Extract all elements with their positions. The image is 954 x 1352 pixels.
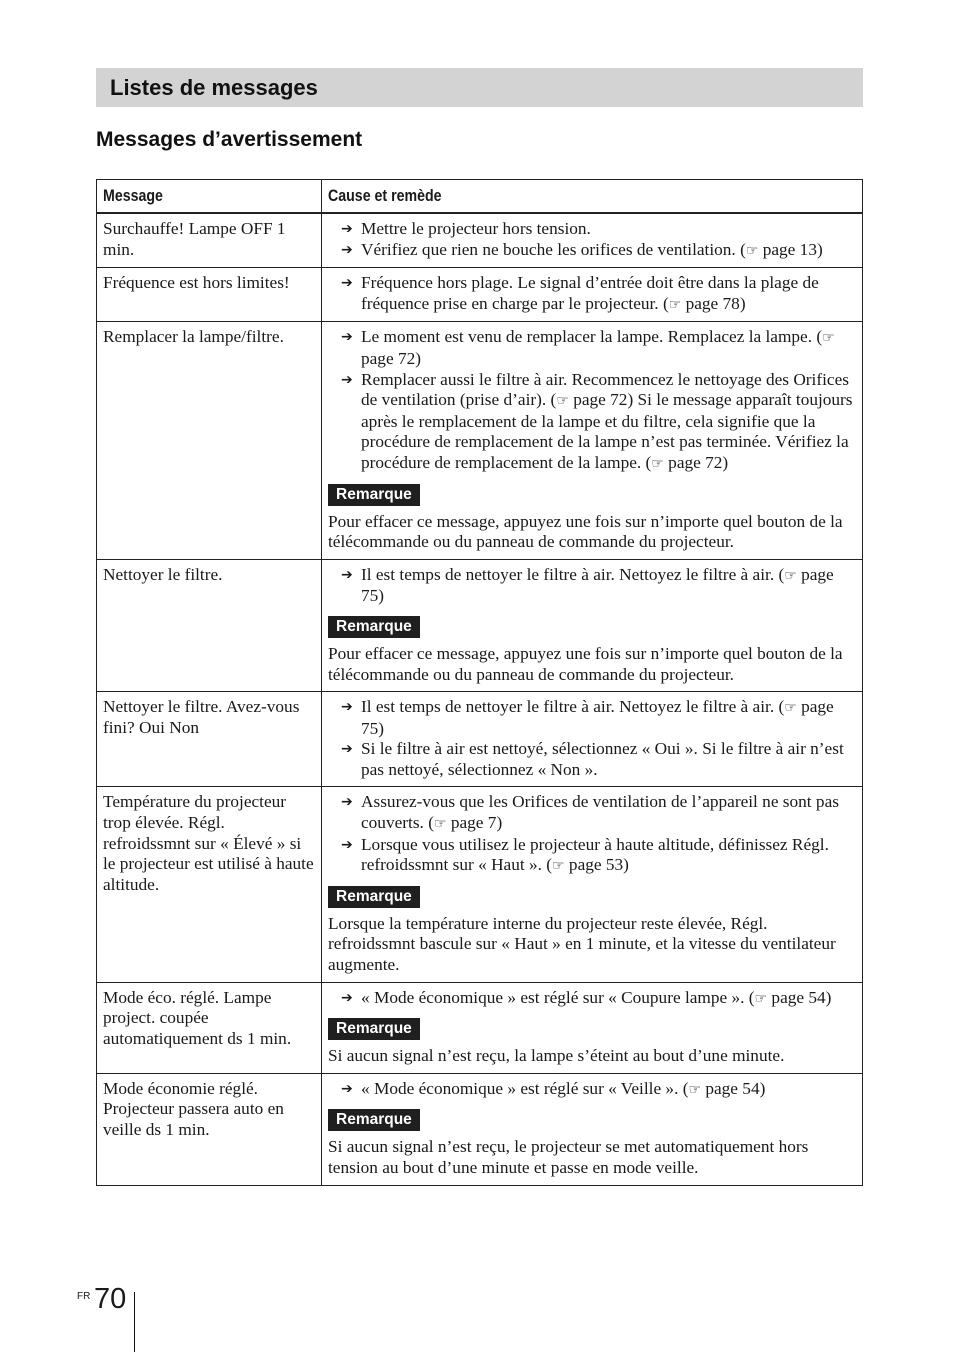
note-text: Pour effacer ce message, appuyez une fois sur n’importe quel bouton de la télécommande ou du panneau de commande du projecteur. bbox=[328, 511, 843, 552]
remedy-item bbox=[328, 565, 856, 607]
remedy-text: Mettre le projecteur hors tension. bbox=[361, 219, 591, 238]
remedy-item bbox=[328, 219, 856, 240]
remedy-list bbox=[328, 219, 856, 261]
page-ref-text: page 78 bbox=[685, 293, 740, 313]
cause-cell bbox=[322, 559, 863, 691]
pointing-hand-icon: ☞ bbox=[688, 1081, 702, 1098]
page-ref-text: page 13 bbox=[762, 239, 817, 259]
cause-cell bbox=[322, 213, 863, 268]
table-header-row bbox=[97, 180, 863, 214]
remedy-text: Il est temps de nettoyer le filtre à air. Nettoyez le filtre à air. bbox=[361, 697, 775, 717]
remedy-text: Assurez-vous que les Orifices de ventilation de l’appareil ne sont pas couverts. bbox=[361, 792, 839, 833]
table-row bbox=[97, 322, 863, 559]
remedy-text: Vérifiez que rien ne bouche les orifices de ventilation. bbox=[361, 239, 736, 259]
remedy-extra-text: Si le message apparaît toujours après le remplacement de la lampe et du filtre, cela signifie que la procédure de remplacement de la lampe n’est pas terminée. Vérifiez la procédure de remplacement de la lampe. bbox=[361, 390, 853, 472]
page-ref-text: page 54 bbox=[705, 1078, 760, 1098]
arrow-right-icon: ➔ bbox=[341, 221, 353, 237]
message-cell: Remplacer la lampe/filtre. bbox=[97, 322, 322, 559]
arrow-right-icon: ➔ bbox=[341, 1080, 353, 1097]
pointing-hand-icon: ☞ bbox=[822, 330, 835, 347]
page-ref-text: page 72 bbox=[361, 348, 416, 368]
arrow-right-icon: ➔ bbox=[341, 241, 353, 258]
remedy-item bbox=[328, 988, 856, 1010]
pointing-hand-icon: ☞ bbox=[754, 990, 768, 1007]
arrow-right-icon: ➔ bbox=[341, 794, 353, 811]
page-ref-text: page 54 bbox=[771, 987, 826, 1007]
message-cell: Mode éco. réglé. Lampe project. coupée automatiquement ds 1 min. bbox=[97, 982, 322, 1073]
arrow-right-icon: ➔ bbox=[341, 329, 353, 346]
remedy-item bbox=[328, 697, 856, 739]
cause-cell bbox=[322, 787, 863, 982]
remedy-item bbox=[328, 739, 856, 780]
message-cell: Surchauffe! Lampe OFF 1 min. bbox=[97, 213, 322, 268]
remedy-item bbox=[328, 240, 856, 262]
warning-messages-table bbox=[96, 179, 863, 1186]
page-ref-text: page 72 bbox=[573, 390, 628, 410]
page-ref-text: page 75 bbox=[361, 697, 834, 738]
remedy-item bbox=[328, 835, 856, 877]
cause-cell bbox=[322, 322, 863, 559]
note-text: Si aucun signal n’est reçu, le projecteur se met automatiquement hors tension au bout d’une minute et passe en mode veille. bbox=[328, 1137, 809, 1177]
page-ref-text: page 72 bbox=[668, 452, 723, 472]
remedy-list bbox=[328, 565, 856, 607]
header-message: Message bbox=[97, 180, 322, 214]
note-text: Si aucun signal n’est reçu, la lampe s’éteint au bout d’une minute. bbox=[328, 1046, 785, 1066]
message-cell: Mode économie réglé. Projecteur passera auto en veille ds 1 min. bbox=[97, 1073, 322, 1185]
page-reference: (☞ page 75) bbox=[361, 697, 834, 738]
language-code: FR bbox=[77, 1291, 91, 1302]
page-reference: (☞ page 72) bbox=[641, 452, 729, 472]
arrow-right-icon: ➔ bbox=[341, 371, 353, 388]
remedy-list bbox=[328, 1079, 856, 1101]
pointing-hand-icon: ☞ bbox=[668, 296, 682, 313]
remedy-item bbox=[328, 792, 856, 834]
page-reference: (☞ page 53) bbox=[541, 855, 629, 875]
remedy-item bbox=[328, 273, 856, 315]
arrow-right-icon: ➔ bbox=[341, 566, 353, 583]
page-reference: (☞ page 7) bbox=[423, 813, 503, 833]
message-cell: Nettoyer le filtre. bbox=[97, 559, 322, 691]
remedy-text: Fréquence hors plage. Le signal d’entrée doit être dans la plage de fréquence prise en charge par le projecteur. bbox=[361, 273, 819, 313]
note-label: Remarque bbox=[328, 484, 420, 506]
remedy-text: Il est temps de nettoyer le filtre à air. Nettoyez le filtre à air. bbox=[361, 564, 775, 584]
arrow-right-icon: ➔ bbox=[341, 275, 353, 292]
table-row bbox=[97, 692, 863, 787]
remedy-text: « Mode économique » est réglé sur « Veille ». bbox=[361, 1078, 679, 1098]
note-label: Remarque bbox=[328, 616, 420, 638]
remedy-text: Remplacer aussi le filtre à air. Recommencez le nettoyage des Orifices de ventilation (prise d’air). bbox=[361, 369, 849, 410]
pointing-hand-icon: ☞ bbox=[651, 455, 664, 472]
page-number: 70 bbox=[94, 1283, 127, 1315]
note-label: Remarque bbox=[328, 1109, 420, 1131]
remedy-text: « Mode économique » est réglé sur « Coupure lampe ». bbox=[361, 987, 745, 1007]
table-row bbox=[97, 559, 863, 691]
remedy-item bbox=[328, 1079, 856, 1101]
cause-cell bbox=[322, 982, 863, 1073]
table-row bbox=[97, 1073, 863, 1185]
message-cell: Température du projecteur trop élevée. Régl. refroidssmnt sur « Élevé » si le projecteur est utilisé à haute altitude. bbox=[97, 787, 322, 982]
message-cell: Fréquence est hors limites! bbox=[97, 268, 322, 322]
page-ref-text: page 7 bbox=[450, 813, 497, 833]
note-text: Lorsque la température interne du projecteur reste élevée, Régl. refroidssmnt bascule sur « Haut » en 1 minute, et la vitesse du ventilateur augmente. bbox=[328, 913, 836, 975]
note-label: Remarque bbox=[328, 886, 420, 908]
pointing-hand-icon: ☞ bbox=[784, 700, 797, 717]
pointing-hand-icon: ☞ bbox=[745, 242, 759, 259]
remedy-list bbox=[328, 697, 856, 780]
remedy-text: Si le filtre à air est nettoyé, sélectionnez « Oui ». Si le filtre à air n’est pas nettoyé, sélectionnez « Non ». bbox=[361, 739, 844, 779]
page-subtitle: Messages d’avertissement bbox=[96, 128, 363, 151]
footer-divider bbox=[134, 1292, 135, 1352]
cause-cell bbox=[322, 1073, 863, 1185]
remedy-list bbox=[328, 327, 856, 474]
page-reference: (☞ page 54) bbox=[744, 987, 832, 1007]
remedy-list bbox=[328, 792, 856, 876]
pointing-hand-icon: ☞ bbox=[552, 858, 565, 875]
remedy-list bbox=[328, 988, 856, 1010]
cause-cell bbox=[322, 692, 863, 787]
table-row bbox=[97, 982, 863, 1073]
note-text: Pour effacer ce message, appuyez une fois sur n’importe quel bouton de la télécommande ou du panneau de commande du projecteur. bbox=[328, 643, 843, 684]
note-label: Remarque bbox=[328, 1018, 420, 1040]
page-ref-text: page 75 bbox=[361, 564, 834, 606]
pointing-hand-icon: ☞ bbox=[784, 567, 797, 584]
section-title: Listes de messages bbox=[96, 68, 863, 107]
cause-cell bbox=[322, 268, 863, 322]
arrow-right-icon: ➔ bbox=[341, 741, 353, 758]
remedy-text: Le moment est venu de remplacer la lampe. Remplacez la lampe. bbox=[361, 327, 813, 347]
table-row bbox=[97, 268, 863, 322]
message-cell: Nettoyer le filtre. Avez-vous fini? Oui Non bbox=[97, 692, 322, 787]
remedy-item bbox=[328, 327, 856, 369]
page-reference: (☞ page 78) bbox=[658, 293, 746, 313]
arrow-right-icon: ➔ bbox=[341, 989, 353, 1006]
table-row bbox=[97, 213, 863, 268]
arrow-right-icon: ➔ bbox=[341, 699, 353, 716]
table-row bbox=[97, 787, 863, 982]
page-ref-text: page 53 bbox=[568, 855, 624, 875]
pointing-hand-icon: ☞ bbox=[556, 393, 569, 410]
page-reference: (☞ page 75) bbox=[361, 564, 834, 606]
page-reference: (☞ page 54) bbox=[678, 1078, 766, 1098]
page-reference: (☞ page 13) bbox=[735, 239, 823, 259]
remedy-text: Lorsque vous utilisez le projecteur à haute altitude, définissez Régl. refroidssmnt sur « Haut ». bbox=[361, 834, 829, 875]
header-cause: Cause et remède bbox=[322, 180, 863, 214]
page-reference: (☞ page 72) bbox=[546, 390, 634, 410]
arrow-right-icon: ➔ bbox=[341, 836, 353, 853]
page-reference: (☞ page 72) bbox=[361, 327, 835, 368]
remedy-list bbox=[328, 273, 856, 315]
remedy-item bbox=[328, 370, 856, 475]
pointing-hand-icon: ☞ bbox=[433, 816, 447, 833]
